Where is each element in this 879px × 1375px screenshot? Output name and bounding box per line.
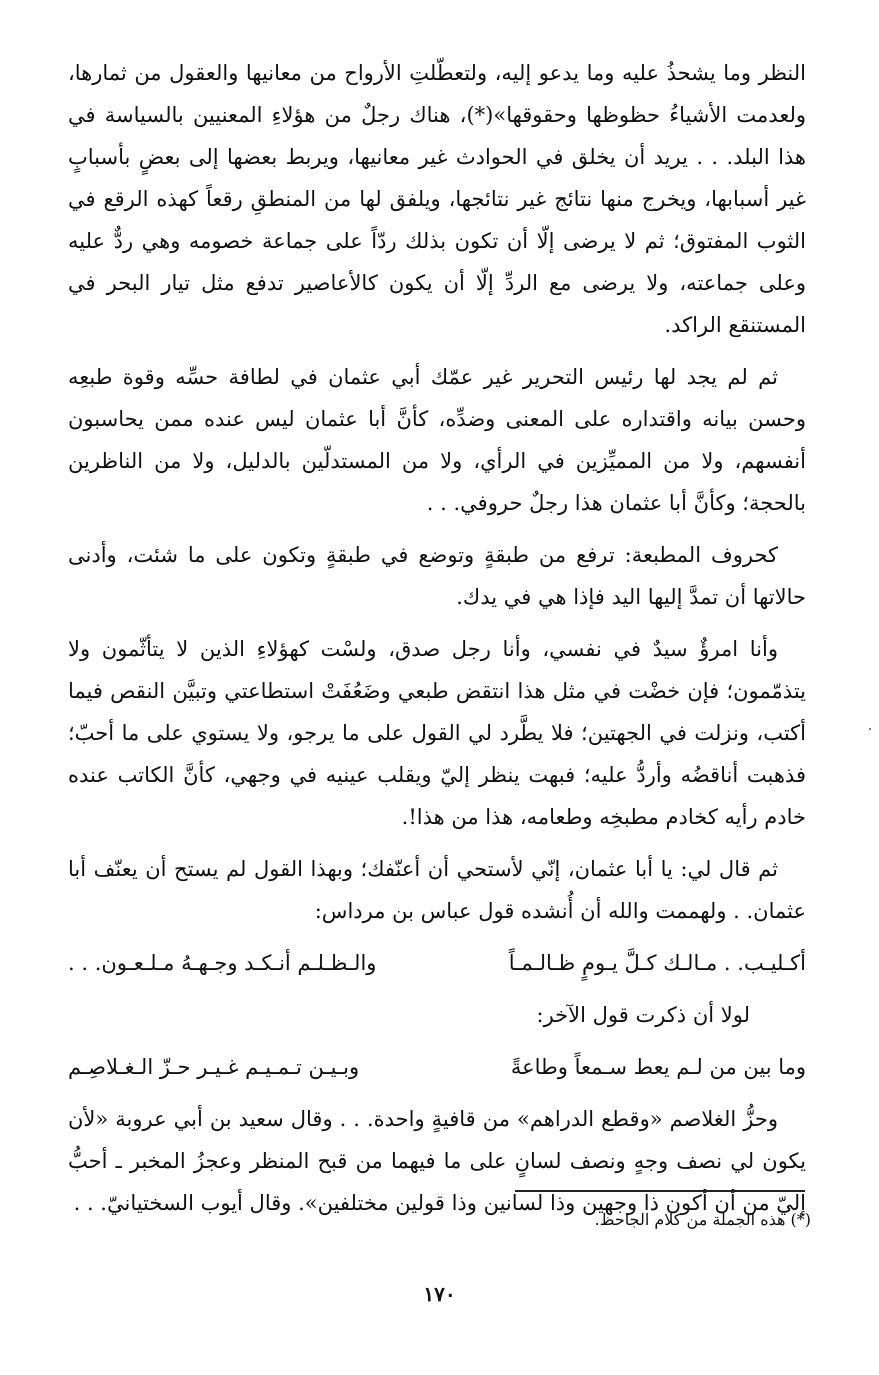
paragraph: كحروف المطبعة: ترفع من طبقةٍ وتوضع في طبقةٍ وتكون على ما شئت، وأدنى حالاتها أن تمدَّ إليها اليد فإذا هي في يدك. [68, 543, 806, 609]
verse-second-hemistich: وبـيـن تـمـيـم غـيـر حـزّ الـغـلاصِـم [68, 1055, 360, 1079]
paragraph: ثم قال لي: يا أبا عثمان، إنّي لأستحي أن أعنّفك؛ وبهذا القول لم يستح أن يعنّف أبا عثمان. . ولهممت والله أن أُنشده قول عباس بن مرداس: [68, 857, 806, 923]
page-body [68, 52, 806, 1234]
verse-first-hemistich: أكـليـب. . مـالـك كـلَّ يـومٍ ظـالـمـاً [508, 951, 806, 975]
paragraph: وأنا امرؤٌ سيدٌ في نفسي، وأنا رجل صدق، ولسْت كهؤلاءِ الذين لا يتأثّمون ولا يتذمّمون؛ فإن خضْت في مثل هذا انتقض طبعي وضَعُفَتْ استطاعتي وتبيَّن النقص فيما أكتب، ونزلت في الجهتين؛ فلا يطَّرد لي القول على ما يرجو، ولا يستوي على ما أحبّ؛ فذهبت أناقضُه وأردُّ عليه؛ فبهت ينظر إليّ ويقلب عينيه في وجهي، كأنَّ الكاتب عنده خادم رأيه كخادم مطبخِه وطعامه، هذا من هذا!. [68, 637, 806, 829]
page-number: ١٧٠ [423, 1282, 456, 1306]
poem-verse-1 [68, 942, 806, 984]
poem-verse-2 [68, 1046, 806, 1088]
verse-intro: لولا أن ذكرت قول الآخر: [536, 1003, 750, 1027]
footnote-divider [515, 1190, 805, 1192]
verse-first-hemistich: وما بين من لـم يعط سـمعاً وطاعةً [510, 1055, 806, 1079]
footnote: (*) هذه الجملة من كلام الجاحظ. [594, 1210, 811, 1229]
paragraph: ثم لم يجد لها رئيس التحرير غير عمّك أبي عثمان في لطافة حسِّه وقوة طبعِه وحسن بيانه واقتداره على المعنى وضدِّه، كأنَّ أبا عثمان ليس عنده ممن يحاسبون أنفسهم، ولا من المميِّزين في الرأي، ولا من المستدلّين بالدليل، ولا من الناظرين بالحجة؛ وكأنَّ أبا عثمان هذا رجلٌ حروفي. . . [68, 365, 806, 515]
scan-speck [869, 728, 871, 730]
closing-paragraph: وحزُّ الغلاصم «وقطع الدراهم» من قافيةٍ واحدة. . . وقال سعيد بن أبي عروبة «لأن يكون لي نصف وجهٍ ونصف لسانٍ على ما فيهما من قبح المنظر وعجزُ المخبر ـ أحبُّ إليّ من أن أكون ذا وجهين وذا لسانين وذا قولين مختلفين». وقال أيوب السختيانيّ. . . [68, 1107, 806, 1215]
paragraph-continuation: النظر وما يشحذُ عليه وما يدعو إليه، ولتعطّلتِ الأرواح من معانيها والعقول من ثمارها، ولعدمت الأشياءُ حظوظها وحقوقها»(*)، هناك رجلٌ من هؤلاءِ المعنيين بالسياسة في هذا البلد. . . يريد أن يخلق في الحوادث غير معانيها، ويربط بعضها إلى بعضٍ بأسبابٍ غير أسبابها، ويخرج منها نتائج غير نتائجها، ويلفق لها من المنطقِ رقعاً كهذه الرقع في الثوب المفتوق؛ ثم لا يرضى إلّا أن تكون بذلك ردّاً على جماعة خصومه وهي ردٌّ عليه وعلى جماعته، ولا يرضى مع الردِّ إلّا أن يكون كالأعاصير تدفع مثل تيار البحر في المستنقع الراكد. [68, 61, 806, 337]
verse-second-hemistich: والـظـلـم أنـكـد وجـهـهُ مـلـعـون. . . [68, 951, 377, 975]
